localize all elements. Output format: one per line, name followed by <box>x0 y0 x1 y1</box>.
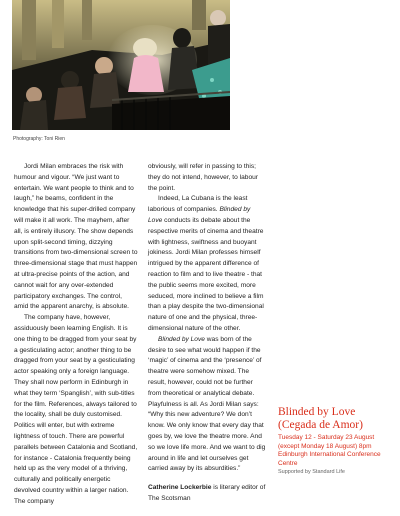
paragraph: Blinded by Love was born of the desire to see what would happen if the ‘magic’ of cinema and the ‘presence’ of theatre were somehow mixed. The result, however, could not be further from theoretical or analytical debate. Playfulness is all. As Jordi Milan says: “Why this new adventure? We don’t know. We only know that every day that goes by, we love the theatre more. And so we love life more. And we want to dig around in life and let ourselves get carried away by its absurdities.” <box>148 335 266 473</box>
paragraph: The company have, however, assiduously been learning English. It is one thing to be dragged from your seat by a gesticulating actor; another thing to be dragged from your seat by a gesticulating actor speaking only a foreign language. They shall now perform in Edinburgh in what they term ‘Spanglish’, with sub-titles for the film. References, always tailored to the locality, shall be duly customised. Politics will enter, but with extreme lightness of touch. There are powerful parallels between Catalonia and Scotland, for instance - Catalonia frequently being held up as the very model of a thriving, culturally and politically energetic devolved country within a larger nation. The company <box>14 314 138 505</box>
article-column-2 <box>148 162 266 505</box>
event-details: Tuesday 12 - Saturday 23 August (except Monday 18 August) 8pm Edinburgh International Conference Centre <box>278 434 381 467</box>
photo-credit: Photography: Toni Rien <box>13 136 65 142</box>
article-column-1 <box>14 162 138 508</box>
paragraph: Jordi Milan embraces the risk with humour and vigour. “We just want to entertain. We want people to think and to laugh,” he beams, confident in the knowledge that his super-drilled company will make it all work. The mayhem, after all, is entirely illusory. The show depends upon split-second timing, dizzying transitions from two-dimensional screen to three-dimensional stage that must happen at ultra-precise points of the action, and cannot wait for any over-extended participatory exchanges. The control, amid the apparent anarchy, is absolute. <box>14 163 138 311</box>
event-info-box <box>278 406 398 476</box>
paragraph: obviously, will refer in passing to this; they do not intend, however, to labour the point. <box>148 163 258 192</box>
author-byline: Catherine Lockerbie is literary editor of The Scotsman <box>148 484 266 502</box>
event-title: Blinded by Love (Cegada de Amor) <box>278 406 363 431</box>
production-photo <box>12 0 230 130</box>
paragraph: Indeed, La Cubana is the least laborious of companies. Blinded by Love conducts its debate about the respective merits of cinema and theatre with lightness, swiftness and buoyant jokiness. Jordi Milan professes himself intrigued by the apparent difference of reaction to film and to live theatre - that the public seems more excited, more seduced, more inclined to believe a film than a play despite the two-dimensional nature of one and the physical, three-dimensional nature of the other. <box>148 195 264 332</box>
sponsor-note: Supported by Standard Life <box>278 469 345 476</box>
